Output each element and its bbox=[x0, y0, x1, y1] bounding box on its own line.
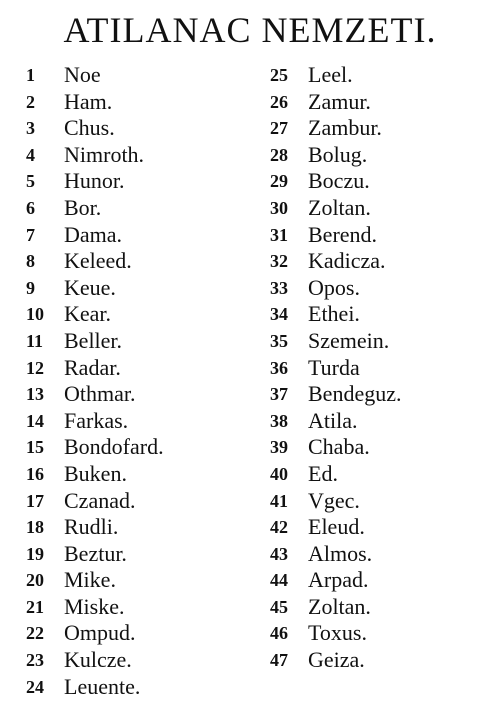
list-item-number: 33 bbox=[270, 277, 288, 298]
list-item bbox=[26, 674, 256, 701]
list-item-number: 46 bbox=[270, 623, 288, 644]
list-item bbox=[270, 620, 490, 647]
list-item-name: Radar. bbox=[64, 354, 121, 380]
list-item bbox=[26, 381, 256, 408]
list-item bbox=[270, 647, 490, 674]
list-item-name: Leel. bbox=[308, 62, 353, 87]
list-item bbox=[26, 594, 256, 621]
list-item-name: Eleud. bbox=[308, 514, 365, 540]
list-item-name: Beztur. bbox=[64, 540, 127, 566]
list-item bbox=[26, 514, 256, 541]
list-item-name: Farkas. bbox=[64, 407, 129, 433]
list-item-number: 9 bbox=[26, 277, 35, 298]
list-item-name: Geiza. bbox=[308, 647, 365, 673]
list-item-number: 2 bbox=[26, 91, 35, 112]
list-item-number: 29 bbox=[270, 171, 288, 192]
list-item-name: Nimroth. bbox=[64, 141, 145, 167]
list-item bbox=[270, 301, 490, 328]
list-item-number: 14 bbox=[26, 410, 44, 431]
list-item-name: Bondofard. bbox=[64, 434, 164, 460]
list-item-name: Ham. bbox=[64, 88, 113, 114]
list-item-number: 3 bbox=[26, 118, 35, 139]
list-item bbox=[270, 567, 490, 594]
genealogy-list-left bbox=[26, 62, 256, 700]
list-item-name: Kadicza. bbox=[308, 248, 386, 274]
list-item bbox=[26, 461, 256, 488]
list-item bbox=[270, 328, 490, 355]
list-item bbox=[26, 301, 256, 328]
list-item bbox=[26, 195, 256, 222]
list-item-name: Leuente. bbox=[64, 673, 141, 699]
list-item-number: 25 bbox=[270, 65, 288, 85]
list-item bbox=[26, 248, 256, 275]
list-item bbox=[26, 89, 256, 116]
list-item-name: Miske. bbox=[64, 593, 125, 619]
list-item bbox=[270, 89, 490, 116]
list-item-number: 24 bbox=[26, 676, 44, 697]
genealogy-list-right bbox=[270, 62, 490, 674]
list-item-number: 23 bbox=[26, 650, 44, 671]
list-item-number: 18 bbox=[26, 517, 44, 538]
list-item bbox=[26, 620, 256, 647]
list-item-name: Bolug. bbox=[308, 141, 368, 167]
list-item-number: 15 bbox=[26, 437, 44, 458]
list-item-name: Zoltan. bbox=[308, 194, 371, 220]
page-title: ATILANAC NEMZETI. bbox=[63, 10, 437, 50]
list-item bbox=[270, 408, 490, 435]
list-item-number: 7 bbox=[26, 224, 35, 245]
list-item bbox=[270, 195, 490, 222]
list-item-number: 47 bbox=[270, 650, 288, 671]
list-item-number: 35 bbox=[270, 330, 288, 351]
list-item-number: 30 bbox=[270, 197, 288, 218]
list-item bbox=[270, 142, 490, 169]
list-item-name: Szemein. bbox=[308, 327, 390, 353]
list-item bbox=[270, 434, 490, 461]
list-item-number: 38 bbox=[270, 410, 288, 431]
list-item-name: Noe bbox=[64, 62, 101, 87]
list-item-name: Kulcze. bbox=[64, 647, 132, 673]
list-item-name: Vgec. bbox=[308, 487, 360, 513]
list-item-number: 6 bbox=[26, 197, 35, 218]
list-item bbox=[26, 115, 256, 142]
list-item bbox=[270, 355, 490, 382]
list-item-number: 32 bbox=[270, 251, 288, 272]
list-item-number: 4 bbox=[26, 144, 35, 165]
list-item bbox=[26, 408, 256, 435]
list-item-number: 37 bbox=[270, 384, 288, 405]
list-item-name: Keue. bbox=[64, 274, 116, 300]
list-item-number: 11 bbox=[26, 330, 44, 351]
list-item-number: 28 bbox=[270, 144, 288, 165]
list-item-name: Atila. bbox=[308, 407, 358, 433]
list-item-number: 31 bbox=[270, 224, 288, 245]
list-item-number: 39 bbox=[270, 437, 288, 458]
list-item bbox=[270, 488, 490, 515]
list-item-name: Bendeguz. bbox=[308, 381, 402, 407]
list-item-number: 1 bbox=[26, 65, 35, 85]
list-item-name: Chaba. bbox=[308, 434, 370, 460]
list-item-name: Zamur. bbox=[308, 88, 371, 114]
list-item-number: 5 bbox=[26, 171, 35, 192]
list-item bbox=[270, 62, 490, 89]
list-item-name: Arpad. bbox=[308, 567, 369, 593]
list-item-name: Almos. bbox=[308, 540, 373, 566]
list-item-name: Zambur. bbox=[308, 115, 382, 141]
list-item bbox=[270, 115, 490, 142]
list-item bbox=[270, 461, 490, 488]
list-item-number: 41 bbox=[270, 490, 288, 511]
list-item-number: 10 bbox=[26, 304, 44, 325]
list-item-name: Othmar. bbox=[64, 381, 136, 407]
list-item-name: Rudli. bbox=[64, 514, 119, 540]
list-item-name: Beller. bbox=[64, 327, 123, 353]
list-item bbox=[270, 168, 490, 195]
list-item-number: 43 bbox=[270, 543, 288, 564]
list-item bbox=[26, 328, 256, 355]
list-item-name: Chus. bbox=[64, 115, 115, 141]
list-item-number: 26 bbox=[270, 91, 288, 112]
list-item-name: Opos. bbox=[308, 274, 360, 300]
list-item-name: Kear. bbox=[64, 301, 112, 327]
list-item-name: Ed. bbox=[308, 460, 338, 486]
list-item bbox=[270, 222, 490, 249]
list-item-number: 17 bbox=[26, 490, 44, 511]
list-item-name: Boczu. bbox=[308, 168, 370, 194]
list-item-name: Hunor. bbox=[64, 168, 125, 194]
list-item-number: 22 bbox=[26, 623, 44, 644]
list-item-name: Toxus. bbox=[308, 620, 367, 646]
list-item-name: Bor. bbox=[64, 194, 102, 220]
list-item bbox=[270, 275, 490, 302]
list-item bbox=[26, 222, 256, 249]
list-item-name: Mike. bbox=[64, 567, 116, 593]
list-item-name: Buken. bbox=[64, 460, 127, 486]
list-item-number: 34 bbox=[270, 304, 288, 325]
list-item-name: Dama. bbox=[64, 221, 123, 247]
list-item bbox=[26, 275, 256, 302]
list-item-name: Keleed. bbox=[64, 248, 132, 274]
list-item bbox=[26, 62, 256, 89]
list-item-number: 27 bbox=[270, 118, 288, 139]
list-item-name: Turda bbox=[308, 354, 360, 380]
list-item-name: Ompud. bbox=[64, 620, 136, 646]
list-item bbox=[26, 541, 256, 568]
list-item bbox=[270, 514, 490, 541]
list-item-number: 13 bbox=[26, 384, 44, 405]
list-item-number: 16 bbox=[26, 463, 44, 484]
list-item bbox=[270, 381, 490, 408]
list-item-number: 42 bbox=[270, 517, 288, 538]
list-item bbox=[26, 168, 256, 195]
list-item bbox=[270, 248, 490, 275]
list-item-name: Berend. bbox=[308, 221, 378, 247]
list-item-name: Zoltan. bbox=[308, 593, 371, 619]
list-item-number: 12 bbox=[26, 357, 44, 378]
list-item-number: 21 bbox=[26, 596, 44, 617]
list-item-name: Ethei. bbox=[308, 301, 360, 327]
list-item bbox=[26, 434, 256, 461]
list-item-number: 44 bbox=[270, 570, 288, 591]
list-item-number: 8 bbox=[26, 251, 35, 272]
list-item-number: 40 bbox=[270, 463, 288, 484]
list-item-number: 19 bbox=[26, 543, 44, 564]
list-item-number: 20 bbox=[26, 570, 44, 591]
list-item-number: 45 bbox=[270, 596, 288, 617]
list-item bbox=[26, 488, 256, 515]
list-item-number: 36 bbox=[270, 357, 288, 378]
list-item bbox=[26, 355, 256, 382]
list-item bbox=[26, 647, 256, 674]
list-item bbox=[270, 541, 490, 568]
list-item bbox=[26, 142, 256, 169]
list-item bbox=[26, 567, 256, 594]
list-item-name: Czanad. bbox=[64, 487, 136, 513]
list-item bbox=[270, 594, 490, 621]
